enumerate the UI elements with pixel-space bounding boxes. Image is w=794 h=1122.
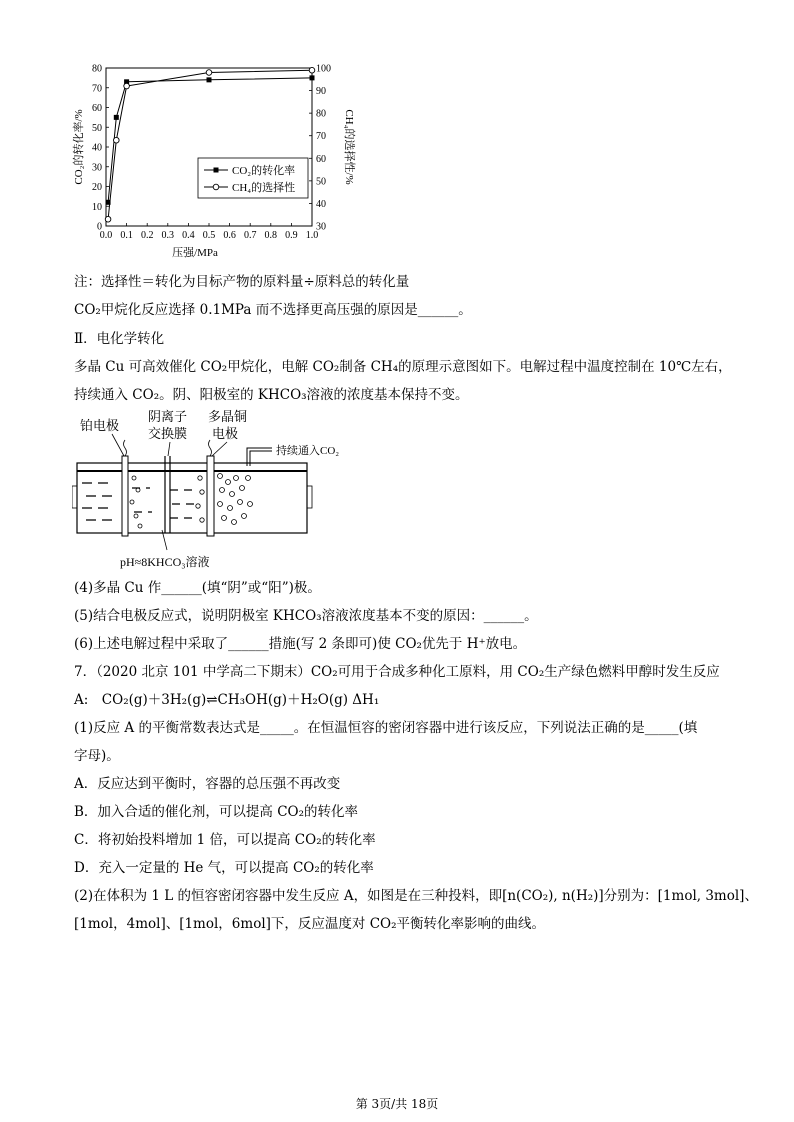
y-right-tick-label: 70 — [316, 131, 326, 143]
paragraph-line-2: 持续通入 CO₂。阴、阳极室的 KHCO₃溶液的浓度基本保持不变。 — [74, 387, 469, 403]
data-point-square — [310, 75, 315, 80]
section-heading-electrochemical: Ⅱ．电化学转化 — [74, 331, 165, 347]
y-left-tick-label: 0 — [97, 221, 102, 233]
question-pressure: CO₂甲烷化反应选择 0.1MPa 而不选择更高压强的原因是______。 — [74, 302, 472, 318]
legend-label-1: CO₂的转化率 — [232, 165, 296, 177]
co2-inlet-label: 持续通入CO₂ — [276, 445, 340, 457]
y-right-tick-label: 40 — [316, 198, 326, 210]
cu-electrode-label-1: 多晶铜 — [208, 409, 248, 424]
question-7-2-line-2: [1mol，4mol]、[1mol，6mol]下，反应温度对 CO₂平衡转化率影响的曲线。 — [74, 916, 546, 932]
y-right-axis-label: CH₄的选择性/% — [343, 109, 355, 185]
x-tick-label: 0.2 — [140, 230, 154, 241]
question-7-line-2: A: CO₂(g)＋3H₂(g)⇌CH₃OH(g)＋H₂O(g) ΔH₁ — [74, 692, 380, 708]
page-footer: 第 3页/共 18页 — [355, 1097, 439, 1111]
x-tick-label: 0.5 — [202, 230, 216, 241]
option-d: D．充入一定量的 He 气，可以提高 CO₂的转化率 — [74, 860, 374, 876]
y-right-tick-label: 30 — [316, 221, 326, 233]
question-7-1-line-1: (1)反应 A 的平衡常数表达式是_____。在恒温恒容的密闭容器中进行该反应，下列说法正确的是_____(填 — [74, 720, 698, 736]
x-tick-label: 0.7 — [243, 230, 257, 241]
y-left-tick-label: 10 — [92, 201, 102, 213]
plot-frame — [106, 68, 312, 226]
y-left-tick-label: 50 — [92, 122, 102, 134]
data-point-circle — [124, 83, 130, 89]
y-right-tick-label: 50 — [316, 176, 326, 188]
membrane-label-1: 阴离子 — [148, 409, 188, 424]
legend-marker-circle — [213, 184, 219, 190]
data-point-circle — [309, 67, 315, 73]
y-left-tick-label: 70 — [92, 83, 102, 95]
cu-electrode-label-2: 电极 — [212, 426, 239, 441]
data-point-square — [207, 77, 212, 82]
y-right-tick-label: 60 — [316, 153, 326, 165]
solution-label: pH≈8KHCO₃溶液 — [120, 555, 210, 569]
data-point-circle — [105, 216, 111, 222]
data-point-circle — [206, 70, 212, 76]
electrolysis-diagram — [72, 408, 372, 573]
question-4: (4)多晶 Cu 作______(填“阴”或“阳”)极。 — [74, 580, 321, 596]
question-7-1-line-2: 字母)。 — [74, 748, 120, 764]
x-tick-label: 0.6 — [223, 230, 236, 241]
data-point-circle — [114, 137, 120, 143]
legend-marker-square — [214, 168, 219, 173]
membrane-label-2: 交换膜 — [148, 426, 188, 441]
question-6: (6)上述电解过程中采取了______措施(写 2 条即可)使 CO₂优先于 H⁺放电。 — [74, 636, 527, 652]
data-point-square — [114, 115, 119, 120]
x-tick-label: 1.0 — [305, 230, 319, 241]
x-axis-label: 压强/MPa — [172, 247, 218, 259]
y-left-tick-label: 60 — [92, 103, 102, 114]
y-left-tick-label: 30 — [92, 162, 102, 174]
y-left-tick-label: 40 — [92, 142, 102, 154]
y-left-tick-label: 80 — [92, 63, 102, 75]
y-right-tick-label: 90 — [316, 86, 326, 98]
y-left-axis-label: CO₂的转化率/% — [73, 109, 85, 185]
question-7-2-line-1: (2)在体积为 1 L 的恒容密闭容器中发生反应 A，如图是在三种投料，即[n(CO₂), n(H₂)]分别为：[1mol, 3mol]、 — [74, 888, 758, 904]
option-a: A．反应达到平衡时，容器的总压强不再改变 — [74, 776, 341, 792]
x-tick-label: 0.0 — [99, 230, 113, 241]
y-right-tick-label: 100 — [316, 63, 331, 75]
co2-pressure-chart — [60, 58, 360, 263]
selectivity-note: 注：选择性＝转化为目标产物的原料量÷原料总的转化量 — [74, 274, 410, 290]
option-c: C．将初始投料增加 1 倍，可以提高 CO₂的转化率 — [74, 832, 376, 848]
platinum-electrode-label: 铂电极 — [80, 418, 120, 433]
option-b: B．加入合适的催化剂，可以提高 CO₂的转化率 — [74, 804, 359, 820]
question-7-line-1: 7．（2020 北京 101 中学高二下期末）CO₂可用于合成多种化工原料，用 CO₂生产绿色燃料甲醇时发生反应 — [74, 664, 720, 680]
y-right-tick-label: 80 — [316, 108, 326, 120]
paragraph-line-1: 多晶 Cu 可高效催化 CO₂甲烷化，电解 CO₂制备 CH₄的原理示意图如下。电解过程中温度控制在 10℃左右， — [74, 359, 732, 375]
question-5: (5)结合电极反应式，说明阴极室 KHCO₃溶液浓度基本不变的原因：______。 — [74, 608, 538, 624]
y-left-tick-label: 20 — [92, 182, 102, 193]
x-tick-label: 0.1 — [120, 230, 133, 241]
legend-label-2: CH₄的选择性 — [232, 182, 296, 194]
x-tick-label: 0.4 — [182, 230, 195, 241]
x-tick-label: 0.9 — [285, 230, 298, 241]
x-tick-label: 0.3 — [161, 230, 175, 241]
x-tick-label: 0.8 — [264, 230, 278, 241]
